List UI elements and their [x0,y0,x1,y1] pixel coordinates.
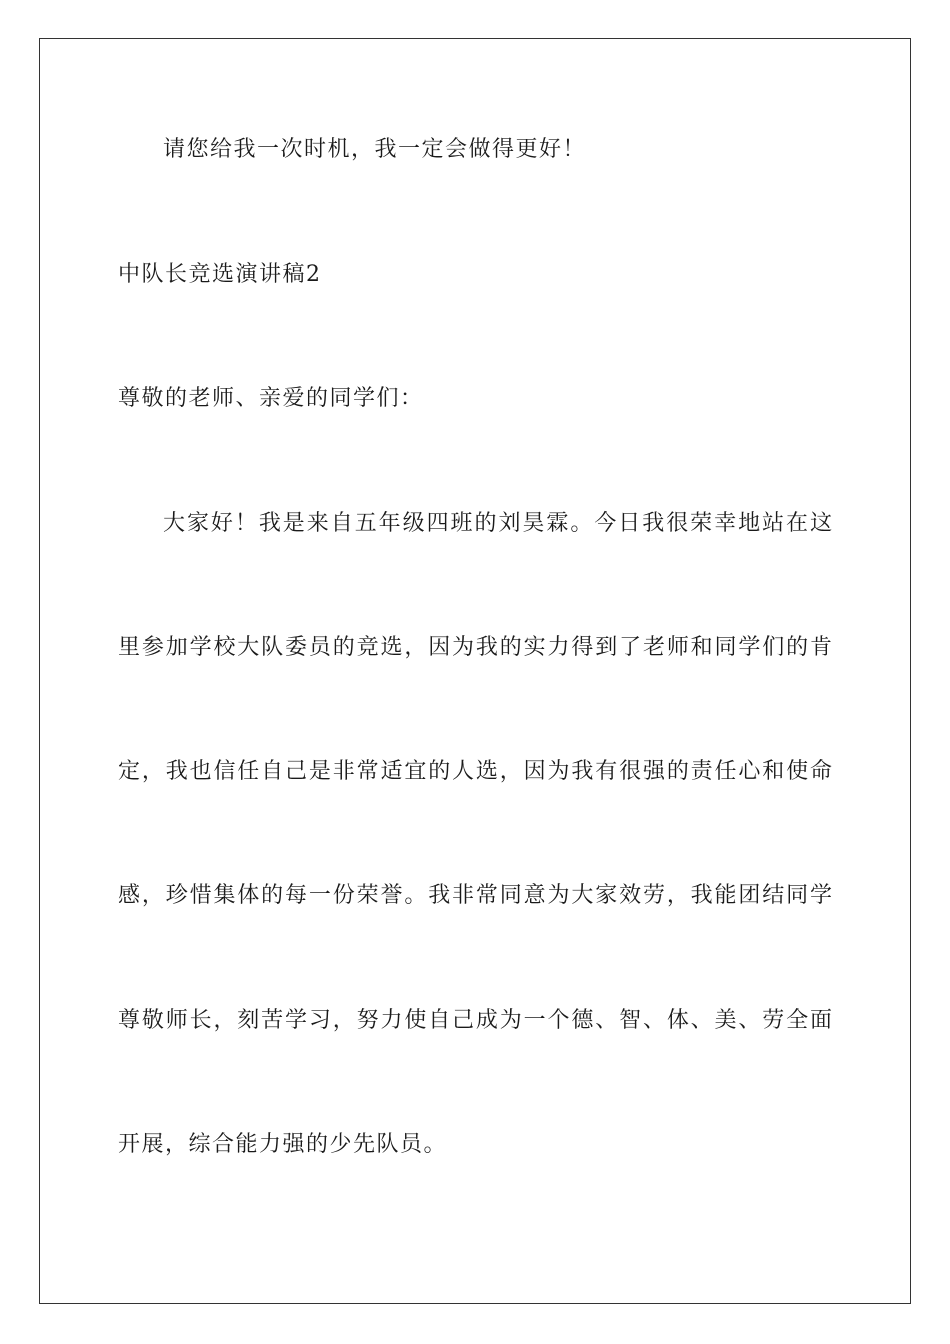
body-line-3: 定，我也信任自己是非常适宜的人选，因为我有很强的责任心和使命 [118,759,832,784]
body-line-5: 尊敬师长，刻苦学习，努力使自己成为一个德、智、体、美、劳全面 [118,1008,832,1033]
section-heading: 中队长竞选演讲稿2 [118,262,322,287]
body-line-4: 感，珍惜集体的每一份荣誉。我非常同意为大家效劳，我能团结同学 [118,883,832,908]
body-line-6: 开展，综合能力强的少先队员。 [118,1132,448,1157]
salutation: 尊敬的老师、亲爱的同学们： [118,386,424,411]
body-line-2: 里参加学校大队委员的竞选，因为我的实力得到了老师和同学们的肯 [118,635,832,660]
body-line-1: 大家好！我是来自五年级四班的刘昊霖。今日我很荣幸地站在这 [163,511,832,536]
paragraph-closing-line: 请您给我一次时机，我一定会做得更好！ [163,137,587,162]
page-border [39,38,911,1304]
